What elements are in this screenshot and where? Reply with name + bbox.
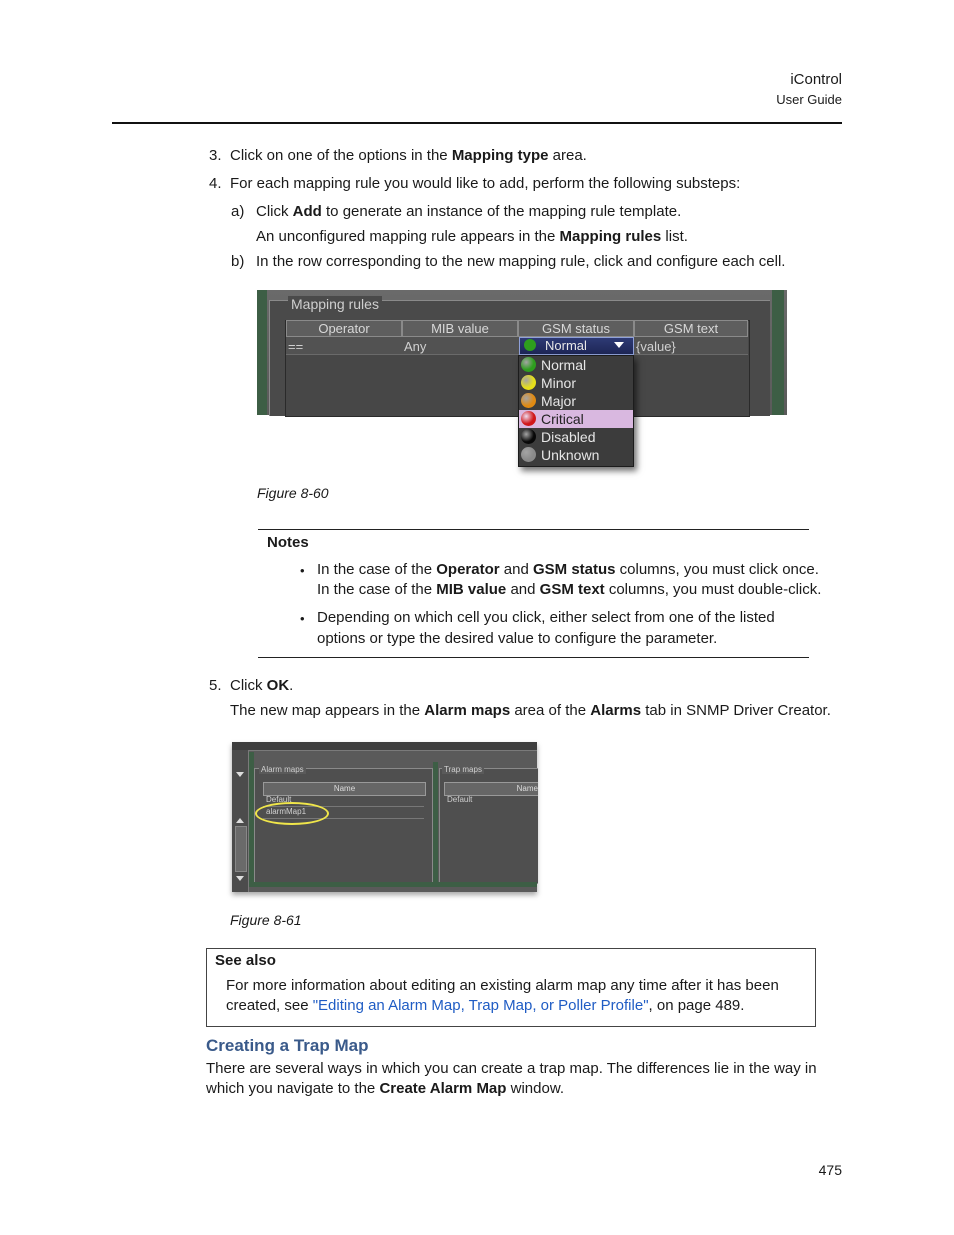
- header-title: iControl: [790, 71, 842, 88]
- notes-title: Notes: [267, 534, 309, 551]
- cell-mib-value[interactable]: Any: [404, 339, 427, 354]
- dropdown-option-critical[interactable]: [519, 410, 633, 428]
- step-5-text: Click OK.: [230, 677, 294, 694]
- right-frame: [772, 290, 784, 415]
- substep-b-text: In the row corresponding to the new mapping rule, click and configure each cell.: [256, 253, 786, 270]
- step-3-text: Click on one of the options in the Mapping type area.: [230, 147, 587, 164]
- gsm-status-dropdown: [518, 355, 634, 467]
- dropdown-option-label: Unknown: [541, 447, 600, 463]
- dropdown-option-major[interactable]: [519, 392, 633, 410]
- column-header-gsm-status[interactable]: GSM status: [518, 320, 634, 337]
- cell-gsm-text[interactable]: {value}: [636, 339, 676, 354]
- minor-status-icon: [521, 375, 536, 390]
- bottom-green-border: [249, 882, 537, 887]
- alarm-maps-name-header[interactable]: Name: [263, 782, 426, 796]
- see-also-line-2: created, see "Editing an Alarm Map, Trap Map, or Poller Profile", on page 489.: [226, 997, 745, 1014]
- scrollbar-thumb[interactable]: [235, 826, 247, 872]
- step-3-number: 3.: [209, 147, 222, 164]
- dropdown-option-unknown[interactable]: [519, 446, 633, 464]
- section-text-line-2: which you navigate to the Create Alarm Map window.: [206, 1080, 564, 1097]
- highlight-ellipse: [255, 802, 329, 825]
- notes-item-2-line-2: options or type the desired value to configure the parameter.: [317, 630, 718, 647]
- dropdown-list: [519, 356, 633, 464]
- scroll-up-icon[interactable]: [236, 818, 244, 823]
- notes-item-1-line-2: In the case of the MIB value and GSM text columns, you must double-click.: [317, 581, 822, 598]
- disabled-status-icon: [521, 429, 536, 444]
- section-heading: Creating a Trap Map: [206, 1036, 369, 1055]
- header-rule: [112, 122, 842, 124]
- step-4-text: For each mapping rule you would like to add, perform the following substeps:: [230, 175, 741, 192]
- notes-item-2-line-1: Depending on which cell you click, either select from one of the listed: [317, 609, 775, 626]
- major-status-icon: [521, 393, 536, 408]
- notes-bottom-rule: [258, 657, 809, 658]
- notes-bullet-1: •: [300, 563, 305, 578]
- figure-8-61-caption: Figure 8-61: [230, 912, 302, 928]
- figure-8-60: [257, 290, 787, 475]
- unknown-status-icon: [521, 447, 536, 462]
- substep-a-label: a): [231, 203, 245, 220]
- step-4-number: 4.: [209, 175, 222, 192]
- alarm-maps-title: Alarm maps: [261, 765, 304, 774]
- divider-green: [433, 762, 438, 882]
- notes-top-rule: [258, 529, 809, 530]
- column-header-mib-value[interactable]: MIB value: [402, 320, 518, 337]
- figure-8-60-caption: Figure 8-60: [257, 485, 329, 501]
- mapping-rule-row: [286, 337, 748, 355]
- scroll-down-icon-2[interactable]: [236, 876, 244, 881]
- critical-status-icon: [521, 411, 536, 426]
- notes-bullet-2: •: [300, 611, 305, 626]
- left-frame: [257, 290, 267, 415]
- normal-status-icon: [521, 357, 536, 372]
- substep-a-text: Click Add to generate an instance of the mapping rule template.: [256, 203, 682, 220]
- dropdown-arrow-icon[interactable]: [614, 342, 624, 348]
- dropdown-option-label: Critical: [541, 411, 584, 427]
- page-number: 475: [818, 1162, 842, 1178]
- dropdown-option-disabled[interactable]: [519, 428, 633, 446]
- trap-maps-name-header[interactable]: Name: [444, 782, 538, 796]
- dropdown-option-label: Minor: [541, 375, 577, 391]
- section-text-line-1: There are several ways in which you can create a trap map. The differences lie in the way in: [206, 1060, 817, 1077]
- scroll-down-icon[interactable]: [236, 772, 244, 777]
- notes-item-1-line-1: In the case of the Operator and GSM status columns, you must click once.: [317, 561, 819, 578]
- figure-8-61: [232, 742, 537, 897]
- dropdown-option-minor[interactable]: [519, 374, 633, 392]
- dropdown-option-label: Major: [541, 393, 577, 409]
- substep-a-result: An unconfigured mapping rule appears in the Mapping rules list.: [256, 228, 688, 245]
- alarm-map-new-label: alarmMap1: [266, 807, 307, 816]
- gsm-status-value: Normal: [545, 338, 587, 353]
- see-also-title: See also: [215, 952, 276, 969]
- alarm-map-default-label: Default: [266, 795, 292, 804]
- trap-maps-title: Trap maps: [444, 765, 482, 774]
- dropdown-option-normal[interactable]: [519, 356, 633, 374]
- step-5-result: The new map appears in the Alarm maps area of the Alarms tab in SNMP Driver Creator.: [230, 702, 831, 719]
- green-status-icon: [524, 339, 536, 351]
- column-header-gsm-text[interactable]: GSM text: [634, 320, 748, 337]
- cell-operator[interactable]: ==: [288, 339, 304, 354]
- mapping-rules-title: Mapping rules: [288, 296, 382, 312]
- dropdown-option-label: Normal: [541, 357, 587, 373]
- dropdown-option-label: Disabled: [541, 429, 596, 445]
- trap-map-default-label[interactable]: Default: [447, 795, 473, 804]
- substep-b-label: b): [231, 253, 245, 270]
- top-bar: [232, 742, 537, 751]
- cross-reference-link[interactable]: "Editing an Alarm Map, Trap Map, or Poller Profile": [312, 997, 649, 1014]
- column-header-operator[interactable]: Operator: [286, 320, 402, 337]
- see-also-line-1: For more information about editing an existing alarm map any time after it has been: [226, 977, 779, 994]
- header-subtitle: User Guide: [776, 92, 842, 107]
- step-5-number: 5.: [209, 677, 222, 694]
